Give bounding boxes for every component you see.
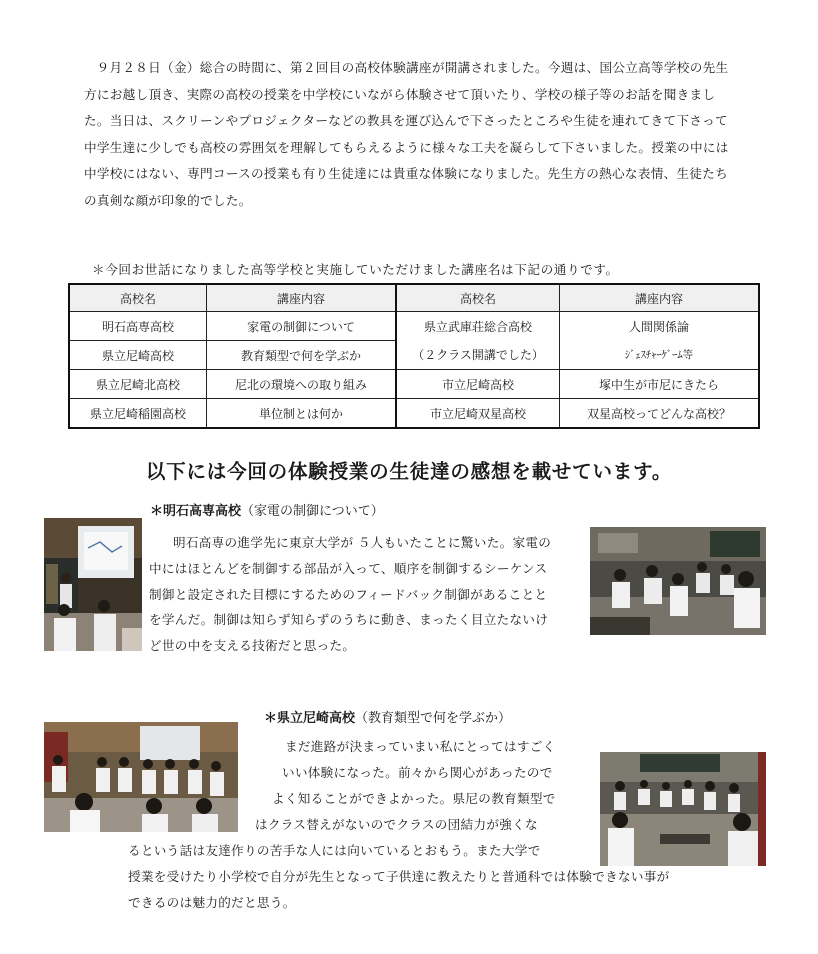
text-line: よく知ることができよかった。県尼の教育類型で [272,791,556,806]
table-header: 高校名 [396,284,560,312]
table-cell: 県立尼崎高校 [69,341,207,370]
text-line: いい体験になった。前々から関心があったので [282,765,553,780]
table-cell: 尼北の環境への取り組み [207,370,396,399]
impressions-heading: 以下には今回の体験授業の生徒達の感想を載せています。 [145,460,673,483]
table-cell: 単位制とは何か [207,399,396,429]
text-line: できるのは魅力的だと思う。 [128,895,296,910]
text-line: るという話は友達作りの苦手な人には向いているとおもう。また大学で [128,843,541,858]
section1-text [149,530,589,659]
section2-title [264,707,511,726]
table-header-row [69,284,759,312]
courses-table [68,283,760,429]
table-header: 講座内容 [560,284,759,312]
table-row [69,399,759,429]
table-row [69,341,759,370]
text-line: 制御と設定された目標にするためのフィードバック制御があることと [149,586,548,602]
section2-course: （教育類型で何を学ぶか） [355,711,512,726]
students-presenting-photo [44,722,238,832]
text-line: まだ進路が決まっていまい私にとってはすごく [285,739,556,754]
text-line: はクラス替えがないのでクラスの団結力が強くな [255,817,538,832]
section1-course: （家電の制御について） [241,504,384,519]
table-cell: 教育類型で何を学ぶか [207,341,396,370]
text-line: ど世の中を支える技術だと思った。 [149,638,356,654]
table-header: 講座内容 [207,284,396,312]
table-cell: 双星高校ってどんな高校？ [560,399,759,429]
table-cell: 人間関係論 [560,312,759,341]
text-line: 明石高専の進学先に東京大学が ５人もいたことに驚いた。家電の [172,535,552,550]
intro-text: ９月２８日（金）総合の時間に、第２回目の高校体験講座が開講されました。今週は、国公立高等学校の先生方にお越し頂き、実際の高校の授業を中学校にいながら体験させて頂いたり、学校の様子等のお話を聞きました。当日は、スクリーンやプロジェクターなどの教具を運び込んで下さったところや生徒を連れてきて下さって中学生達に少しでも高校の雰囲気を理解してもらえるように様々な工夫を凝らして下さいました。授業の中には中学校にはない、専門コースの授業も有り生徒達には貴重な体験になりました。先生方の熱心な表情、生徒たちの真剣な顔が印象的でした。 [84,60,729,208]
students-desks-photo [590,527,766,635]
table-cell: 市立尼崎高校 [396,370,560,399]
section1-school: ＊明石高専高校 [150,504,242,519]
text-line: 授業を受けたり小学校で自分が先生となって子供達に教えたりと普通科では体験できない事が [128,869,670,884]
table-row [69,370,759,399]
table-note: ＊今回お世話になりました高等学校と実施していただけました講座名は下記の通りです。 [92,262,619,277]
table-cell: 家電の制御について [207,312,396,341]
table-cell: 市立尼崎双星高校 [396,399,560,429]
table-cell: 県立尼崎北高校 [69,370,207,399]
table-cell: （２クラス開講でした） [396,341,560,370]
text-line: を学んだ。制御は知らず知らずのうちに動き、まったく目立たないけ [149,612,549,628]
table-cell: 県立武庫荘総合高校 [396,312,560,341]
table-row [69,312,759,341]
table-cell: 明石高専高校 [69,312,207,341]
students-lab-photo [600,752,766,866]
section1-title [150,500,384,519]
classroom-projector-photo [44,518,142,651]
table-cell: ｼﾞｪｽﾁｬｰｹﾞｰﾑ等 [560,341,759,370]
section2-school: ＊県立尼崎高校 [264,711,356,726]
table-cell: 塚中生が市尼にきたら [560,370,759,399]
table-cell: 県立尼崎稲園高校 [69,399,207,429]
table-header: 高校名 [69,284,207,312]
intro-paragraph [84,55,734,214]
text-line: 中にはほとんどを制御する部品が入って、順序を制御するシーケンス [149,560,548,576]
